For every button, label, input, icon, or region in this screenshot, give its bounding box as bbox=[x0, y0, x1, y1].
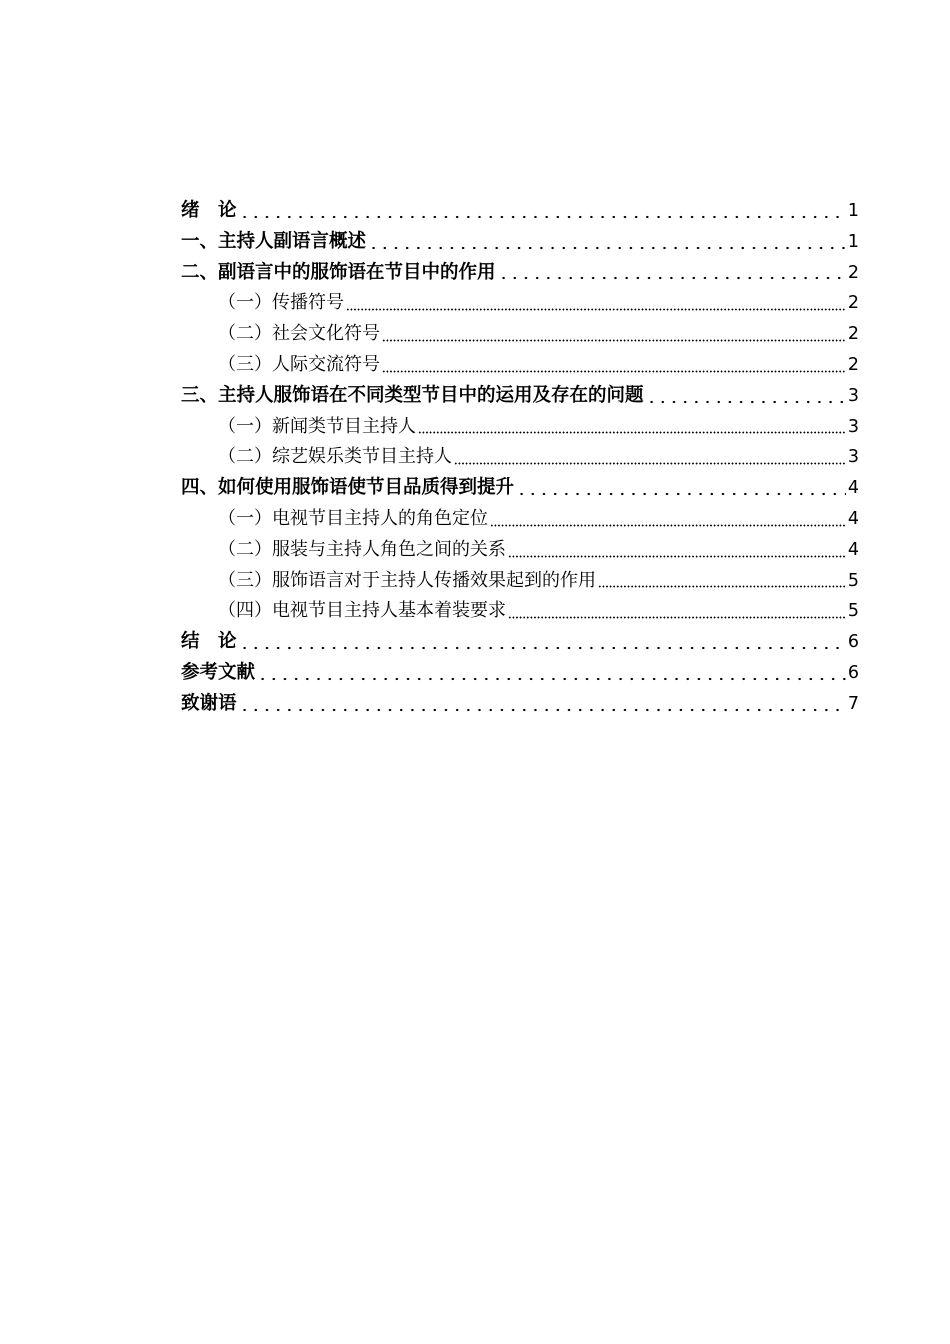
toc-page-number: 3 bbox=[847, 385, 859, 406]
toc-section-entry[interactable] bbox=[181, 412, 859, 443]
toc-entry-title: （三）服饰语言对于主持人传播效果起到的作用 bbox=[218, 569, 596, 591]
toc-dot-leader bbox=[508, 616, 846, 619]
toc-dot-leader bbox=[498, 276, 846, 280]
toc-dot-leader bbox=[516, 492, 846, 496]
toc-page-number: 3 bbox=[847, 416, 859, 437]
toc-entry-title: （二）综艺娱乐类节目主持人 bbox=[218, 446, 452, 468]
toc-entry-title: （一）新闻类节目主持人 bbox=[218, 415, 416, 437]
toc-chapter-entry[interactable] bbox=[181, 627, 859, 658]
toc-dot-leader bbox=[382, 370, 846, 373]
toc-dot-leader bbox=[239, 215, 846, 219]
toc-dot-leader bbox=[382, 339, 846, 342]
toc-dot-leader bbox=[239, 708, 846, 712]
toc-dot-leader bbox=[239, 646, 846, 650]
toc-chapter-entry[interactable] bbox=[181, 473, 859, 504]
toc-section-entry[interactable] bbox=[181, 288, 859, 319]
toc-dot-leader bbox=[490, 524, 846, 527]
toc-section-entry[interactable] bbox=[181, 535, 859, 566]
toc-chapter-entry[interactable] bbox=[181, 227, 859, 258]
table-of-contents bbox=[181, 196, 859, 720]
toc-page-number: 4 bbox=[847, 539, 859, 560]
toc-dot-leader bbox=[646, 400, 846, 404]
toc-entry-title: 四、如何使用服饰语使节目品质得到提升 bbox=[181, 477, 515, 499]
toc-page-number: 2 bbox=[847, 293, 859, 314]
toc-section-entry[interactable] bbox=[181, 504, 859, 535]
toc-section-entry[interactable] bbox=[181, 596, 859, 627]
toc-page-number: 4 bbox=[847, 478, 859, 499]
toc-entry-title: （二）社会文化符号 bbox=[218, 323, 380, 345]
toc-dot-leader bbox=[598, 585, 846, 588]
toc-page-number: 3 bbox=[847, 447, 859, 468]
toc-page-number: 5 bbox=[847, 601, 859, 622]
toc-section-entry[interactable] bbox=[181, 350, 859, 381]
toc-page-number: 5 bbox=[847, 570, 859, 591]
toc-page-number: 6 bbox=[847, 662, 859, 683]
toc-page-number: 2 bbox=[847, 324, 859, 345]
toc-entry-title: （一）电视节目主持人的角色定位 bbox=[218, 507, 488, 529]
toc-chapter-entry[interactable] bbox=[181, 381, 859, 412]
toc-chapter-entry[interactable] bbox=[181, 258, 859, 289]
toc-chapter-entry[interactable] bbox=[181, 689, 859, 720]
toc-dot-leader bbox=[257, 677, 846, 681]
toc-entry-title: 三、主持人服饰语在不同类型节目中的运用及存在的问题 bbox=[181, 384, 644, 406]
toc-entry-title: 绪 论 bbox=[181, 200, 237, 221]
toc-page-number: 1 bbox=[847, 201, 859, 221]
toc-dot-leader bbox=[368, 246, 846, 250]
toc-entry-title: 参考文献 bbox=[181, 661, 256, 683]
toc-entry-title: 致谢语 bbox=[181, 692, 237, 714]
toc-dot-leader bbox=[508, 555, 846, 558]
toc-section-entry[interactable] bbox=[181, 566, 859, 597]
toc-chapter-entry[interactable] bbox=[181, 658, 859, 689]
toc-section-entry[interactable] bbox=[181, 319, 859, 350]
toc-page-number: 4 bbox=[847, 508, 859, 529]
toc-page-number: 6 bbox=[847, 632, 859, 653]
toc-dot-leader bbox=[418, 431, 846, 434]
toc-entry-title: （四）电视节目主持人基本着装要求 bbox=[218, 600, 506, 622]
toc-section-entry[interactable] bbox=[181, 442, 859, 473]
toc-page-number: 7 bbox=[847, 693, 859, 714]
toc-page-number: 2 bbox=[847, 262, 859, 283]
toc-page-number: 2 bbox=[847, 354, 859, 375]
toc-entry-title: （一）传播符号 bbox=[218, 292, 344, 314]
toc-dot-leader bbox=[454, 462, 846, 465]
toc-entry-title: （三）人际交流符号 bbox=[218, 353, 380, 375]
toc-dot-leader bbox=[346, 308, 846, 311]
toc-entry-title: 二、副语言中的服饰语在节目中的作用 bbox=[181, 261, 496, 283]
toc-entry-title: 结 论 bbox=[181, 631, 237, 653]
toc-page-number: 1 bbox=[847, 231, 859, 252]
toc-entry-title: （二）服装与主持人角色之间的关系 bbox=[218, 538, 506, 560]
toc-entry-title: 一、主持人副语言概述 bbox=[181, 230, 367, 252]
toc-chapter-entry[interactable] bbox=[181, 196, 859, 227]
